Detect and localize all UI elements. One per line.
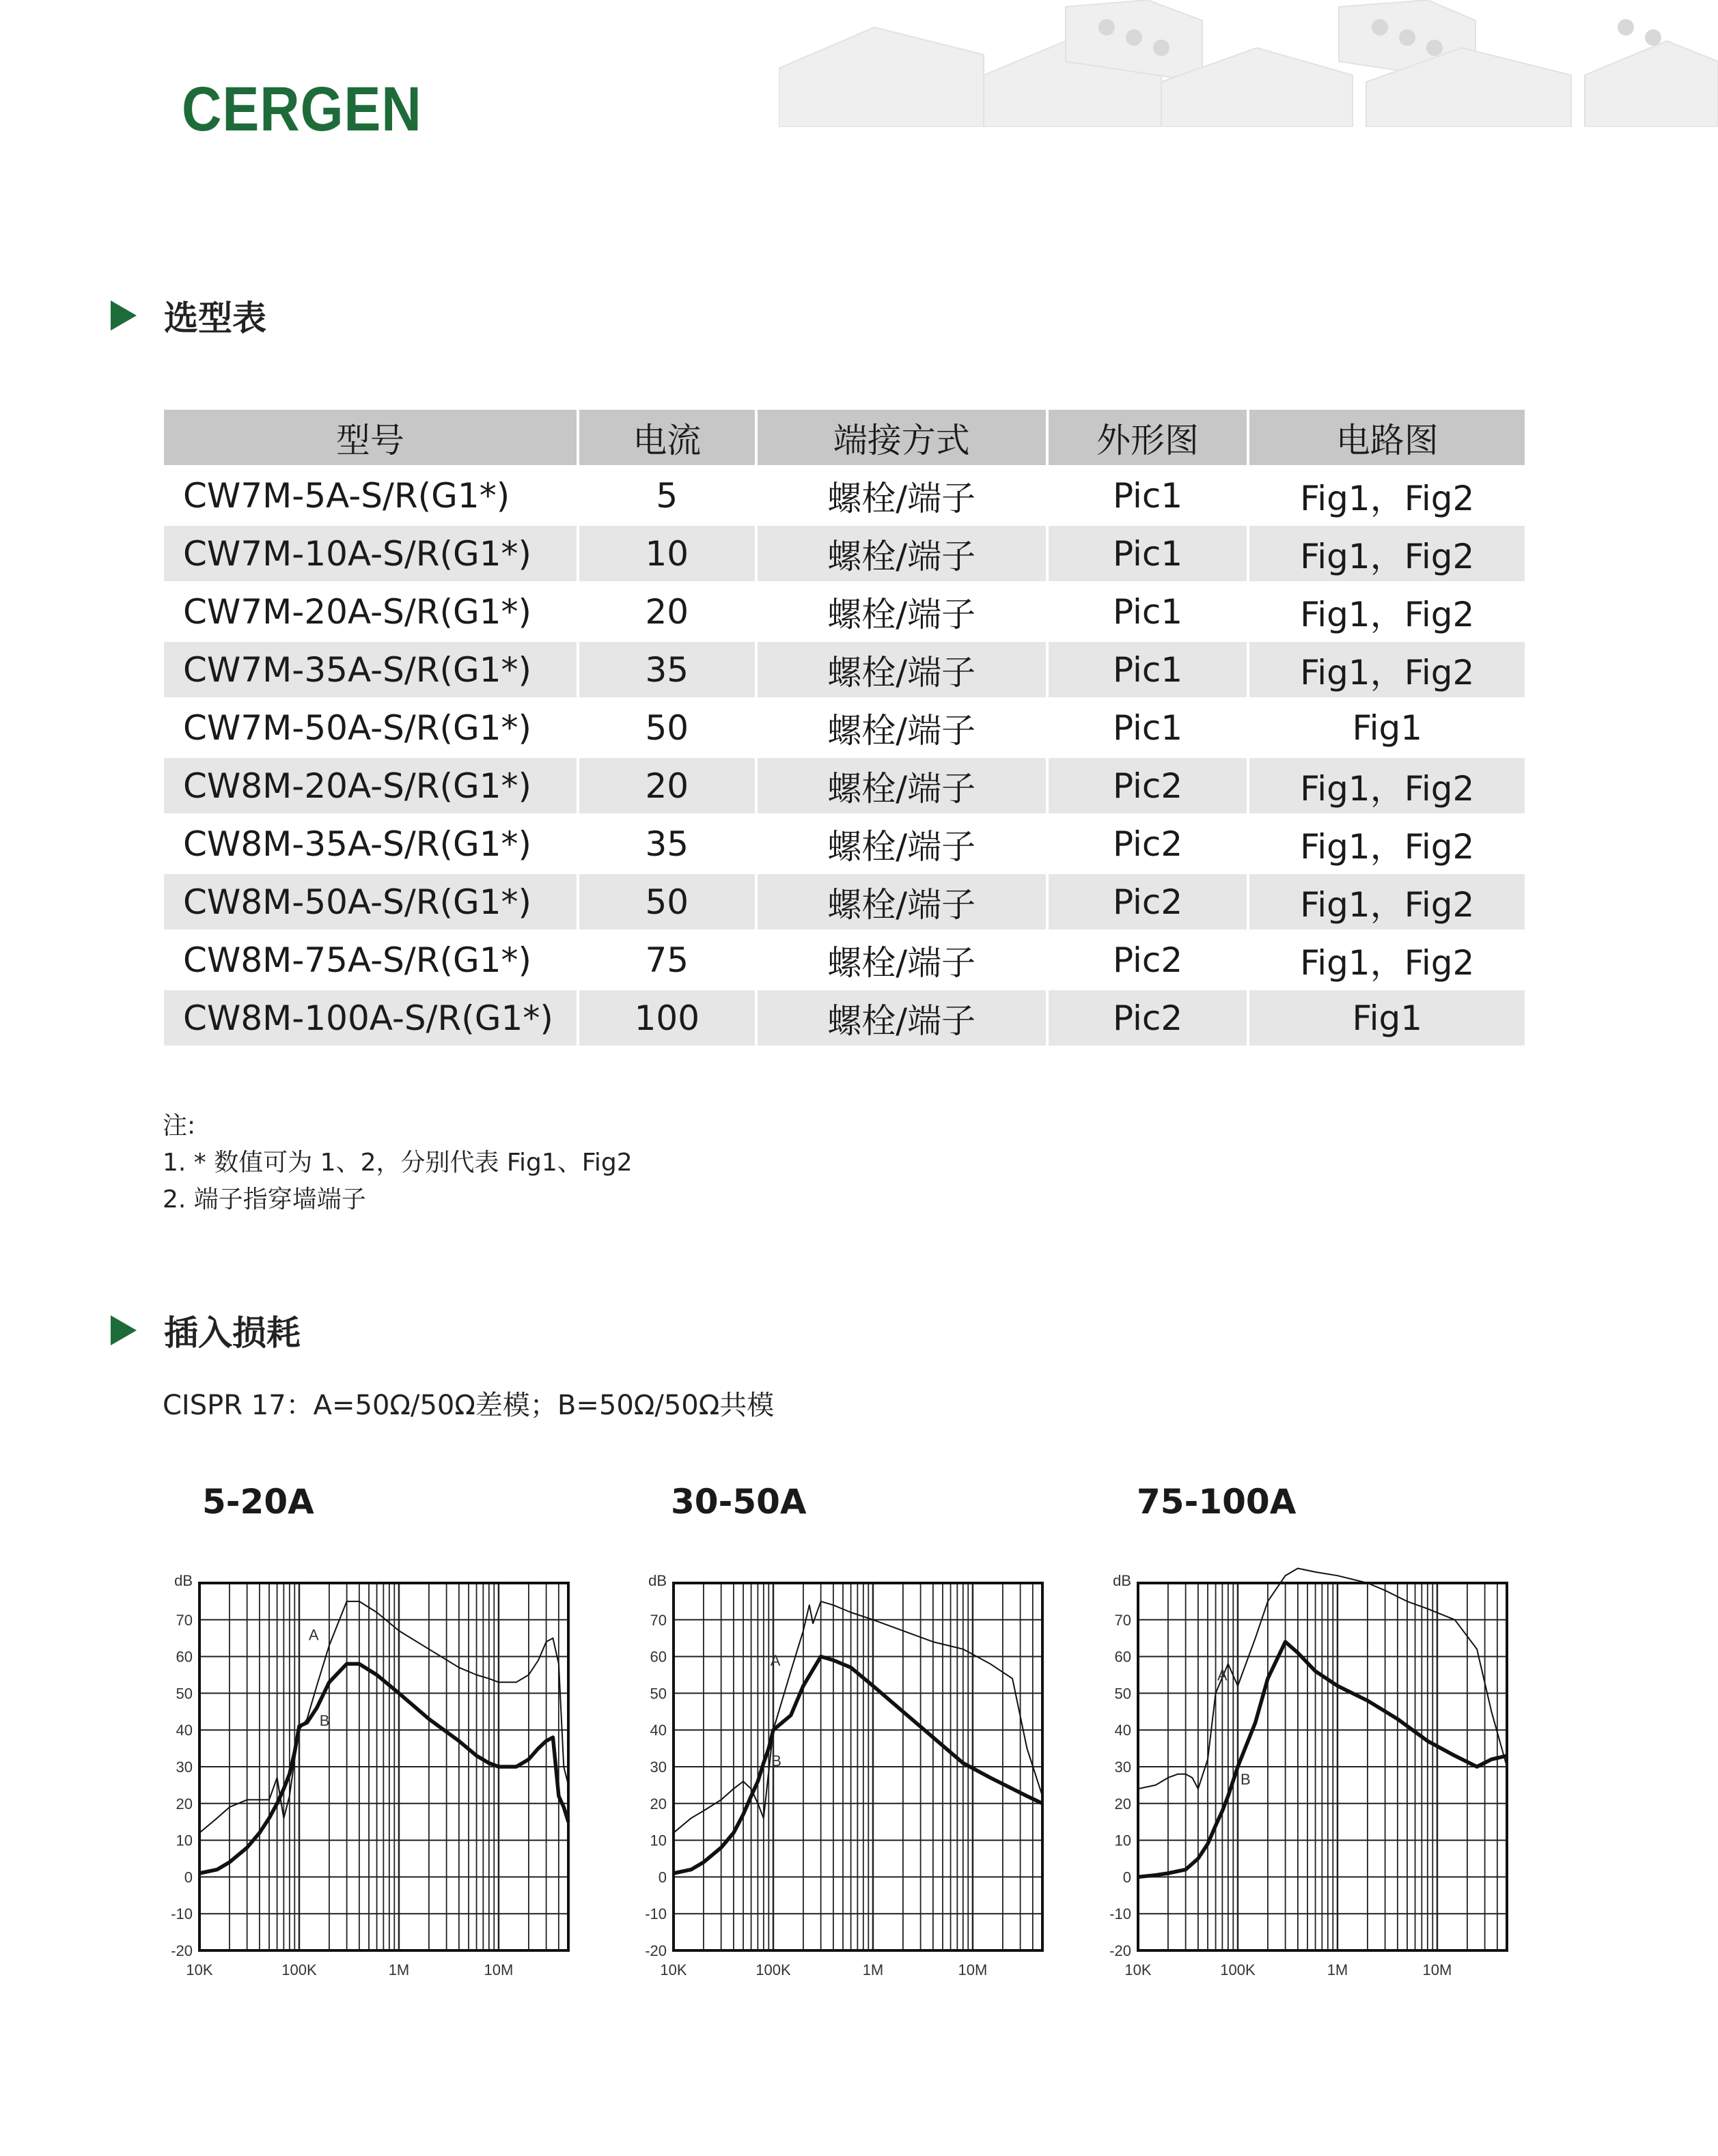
insertion-loss-chart-5-20a: [154, 1564, 592, 2001]
x-tick-label: 1M: [1327, 1961, 1348, 1978]
y-tick-label: 10: [1114, 1832, 1131, 1849]
note-item: 1. * 数值可为 1、2，分别代表 Fig1、Fig2: [163, 1149, 633, 1177]
table-row: [164, 584, 1525, 639]
cell-outline: Pic1: [1049, 700, 1247, 755]
y-tick-label: -10: [1109, 1905, 1131, 1923]
header-outline: 外形图: [1049, 410, 1247, 465]
cell-outline: Pic1: [1049, 468, 1247, 523]
cell-termination: 螺栓/端子: [758, 874, 1046, 929]
y-tick-label: 10: [650, 1832, 667, 1849]
cell-current: 10: [579, 526, 755, 581]
cell-outline: Pic1: [1049, 584, 1247, 639]
curve-label: B: [319, 1711, 330, 1729]
insertion-loss-chart-30-50a: [628, 1564, 1066, 2001]
cell-circuit: Fig1，Fig2: [1249, 758, 1525, 813]
cell-outline: Pic2: [1049, 932, 1247, 988]
cispr-description: CISPR 17：A=50Ω/50Ω差模；B=50Ω/50Ω共模: [163, 1390, 775, 1421]
y-tick-label: 20: [1114, 1795, 1131, 1812]
curve-label: A: [1217, 1666, 1228, 1684]
cell-current: 20: [579, 584, 755, 639]
chart-title: 75-100A: [1137, 1482, 1297, 1522]
y-tick-label: 10: [176, 1832, 193, 1849]
chart-title: 5-20A: [202, 1482, 314, 1522]
cell-model: CW8M-20A-S/R(G1*): [164, 758, 577, 813]
y-tick-label: 0: [658, 1868, 667, 1886]
x-tick-label: 1M: [862, 1961, 884, 1978]
x-tick-label: 10K: [186, 1961, 213, 1978]
header-termination: 端接方式: [758, 410, 1046, 465]
cell-outline: Pic2: [1049, 990, 1247, 1046]
y-tick-label: -20: [171, 1942, 193, 1959]
section-heading-insertion-loss: [111, 1306, 301, 1355]
x-tick-label: 10M: [1422, 1961, 1452, 1978]
notes-title: 注:: [163, 1112, 196, 1140]
section-heading-selection: [111, 291, 266, 340]
table-row: [164, 468, 1525, 523]
triangle-bullet-icon: [111, 300, 137, 331]
y-tick-label: -10: [171, 1905, 193, 1923]
cell-termination: 螺栓/端子: [758, 700, 1046, 755]
y-tick-label: 60: [1114, 1648, 1131, 1666]
cell-circuit: Fig1，Fig2: [1249, 642, 1525, 697]
cell-outline: Pic2: [1049, 874, 1247, 929]
triangle-bullet-icon: [111, 1315, 137, 1345]
brand-logo: CERGEN: [182, 74, 422, 144]
y-tick-label: 20: [176, 1795, 193, 1812]
cell-model: CW8M-50A-S/R(G1*): [164, 874, 577, 929]
y-tick-label: 60: [176, 1648, 193, 1666]
cell-current: 5: [579, 468, 755, 523]
x-tick-label: 100K: [281, 1961, 317, 1978]
cell-current: 50: [579, 874, 755, 929]
cell-current: 75: [579, 932, 755, 988]
y-tick-label: 30: [1114, 1759, 1131, 1776]
cell-circuit: Fig1: [1249, 700, 1525, 755]
y-tick-label: 70: [650, 1611, 667, 1629]
x-tick-label: 10M: [958, 1961, 988, 1978]
cell-circuit: Fig1: [1249, 990, 1525, 1046]
y-tick-label: -20: [645, 1942, 667, 1959]
x-tick-label: 1M: [388, 1961, 410, 1978]
cell-outline: Pic1: [1049, 526, 1247, 581]
table-row: [164, 758, 1525, 813]
cell-circuit: Fig1，Fig2: [1249, 526, 1525, 581]
header-circuit: 电路图: [1249, 410, 1525, 465]
cell-termination: 螺栓/端子: [758, 642, 1046, 697]
product-image-banner: [779, 0, 1718, 127]
curve-label: B: [1240, 1771, 1251, 1788]
curve-label: A: [770, 1652, 781, 1670]
selection-table: [161, 407, 1527, 1048]
y-tick-label: 50: [1114, 1685, 1131, 1703]
x-tick-label: 10K: [660, 1961, 687, 1978]
cell-model: CW7M-10A-S/R(G1*): [164, 526, 577, 581]
y-tick-label: 0: [184, 1868, 193, 1886]
cell-termination: 螺栓/端子: [758, 468, 1046, 523]
cell-termination: 螺栓/端子: [758, 584, 1046, 639]
y-tick-label: 30: [650, 1759, 667, 1776]
section-title: 选型表: [164, 298, 266, 338]
y-axis-label: dB: [648, 1572, 667, 1589]
cell-circuit: Fig1，Fig2: [1249, 874, 1525, 929]
cell-model: CW8M-75A-S/R(G1*): [164, 932, 577, 988]
chart-title: 30-50A: [671, 1482, 807, 1522]
note-item: 2. 端子指穿墙端子: [163, 1186, 366, 1214]
y-tick-label: 0: [1122, 1868, 1131, 1886]
x-tick-label: 100K: [1220, 1961, 1256, 1978]
section-title: 插入损耗: [164, 1313, 301, 1353]
cell-outline: Pic2: [1049, 758, 1247, 813]
y-axis-label: dB: [174, 1572, 193, 1589]
cell-circuit: Fig1，Fig2: [1249, 932, 1525, 988]
y-tick-label: -10: [645, 1905, 667, 1923]
cell-current: 100: [579, 990, 755, 1046]
table-row: [164, 816, 1525, 871]
cell-termination: 螺栓/端子: [758, 990, 1046, 1046]
y-tick-label: 60: [650, 1648, 667, 1666]
cell-current: 50: [579, 700, 755, 755]
header-current: 电流: [579, 410, 755, 465]
y-tick-label: 40: [1114, 1722, 1131, 1739]
header-model: 型号: [164, 410, 577, 465]
cell-current: 20: [579, 758, 755, 813]
curve-label: B: [771, 1752, 781, 1770]
cell-model: CW7M-35A-S/R(G1*): [164, 642, 577, 697]
y-tick-label: 40: [650, 1722, 667, 1739]
cell-model: CW8M-35A-S/R(G1*): [164, 816, 577, 871]
cell-outline: Pic1: [1049, 642, 1247, 697]
cell-current: 35: [579, 816, 755, 871]
cell-circuit: Fig1，Fig2: [1249, 584, 1525, 639]
cell-model: CW7M-5A-S/R(G1*): [164, 468, 577, 523]
table-row: [164, 700, 1525, 755]
cell-termination: 螺栓/端子: [758, 526, 1046, 581]
y-tick-label: 40: [176, 1722, 193, 1739]
table-row: [164, 874, 1525, 929]
y-tick-label: 50: [650, 1685, 667, 1703]
table-row: [164, 990, 1525, 1046]
y-tick-label: 70: [176, 1611, 193, 1629]
table-header-row: [164, 410, 1525, 465]
y-axis-label: dB: [1113, 1572, 1131, 1589]
table-row: [164, 932, 1525, 988]
cell-outline: Pic2: [1049, 816, 1247, 871]
notes: [163, 1108, 633, 1218]
cell-circuit: Fig1，Fig2: [1249, 468, 1525, 523]
x-tick-label: 10M: [484, 1961, 514, 1978]
x-tick-label: 100K: [756, 1961, 791, 1978]
curve-label: A: [308, 1626, 319, 1644]
insertion-loss-chart-75-100a: [1093, 1564, 1530, 2001]
cell-model: CW7M-20A-S/R(G1*): [164, 584, 577, 639]
cell-model: CW7M-50A-S/R(G1*): [164, 700, 577, 755]
cell-termination: 螺栓/端子: [758, 816, 1046, 871]
x-tick-label: 10K: [1124, 1961, 1152, 1978]
y-tick-label: 50: [176, 1685, 193, 1703]
cell-termination: 螺栓/端子: [758, 932, 1046, 988]
cell-model: CW8M-100A-S/R(G1*): [164, 990, 577, 1046]
y-tick-label: 70: [1114, 1611, 1131, 1629]
y-tick-label: 30: [176, 1759, 193, 1776]
y-tick-label: 20: [650, 1795, 667, 1812]
table-row: [164, 526, 1525, 581]
cell-termination: 螺栓/端子: [758, 758, 1046, 813]
y-tick-label: -20: [1109, 1942, 1131, 1959]
cell-circuit: Fig1，Fig2: [1249, 816, 1525, 871]
table-row: [164, 642, 1525, 697]
cell-current: 35: [579, 642, 755, 697]
